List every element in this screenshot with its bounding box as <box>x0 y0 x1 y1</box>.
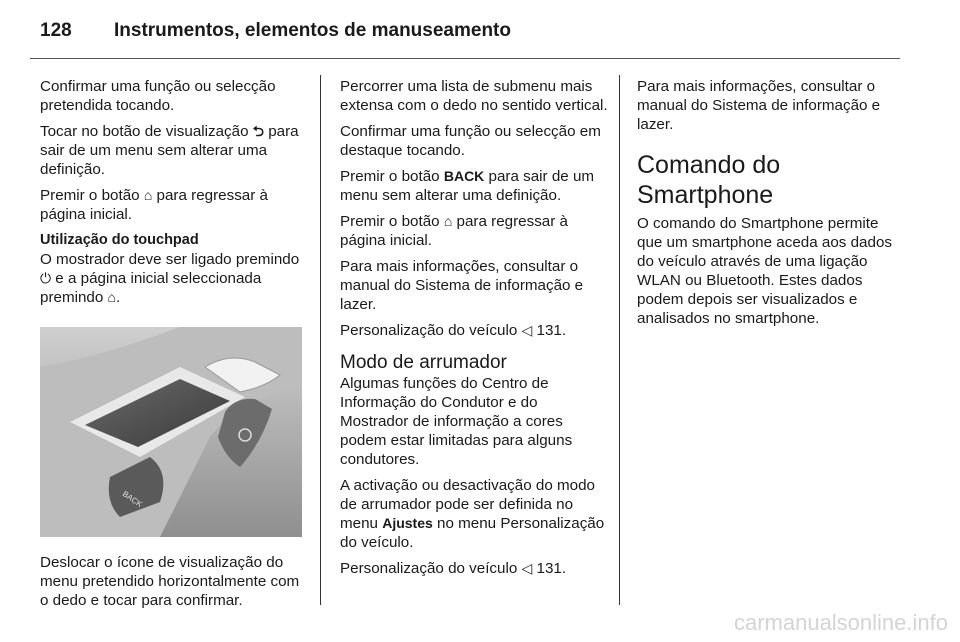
back-arrow-icon: ⮌ <box>252 123 264 139</box>
paragraph: Deslocar o ícone de visualização do menu pretendido horizontalmente com o dedo e tocar para confirmar. <box>40 554 300 609</box>
paragraph: Percorrer uma lista de submenu mais extensa com o dedo no sentido vertical. <box>340 78 608 114</box>
column-divider <box>320 75 321 605</box>
back-keyword: BACK <box>443 168 485 184</box>
touchpad-illustration <box>40 327 302 537</box>
home-icon: ⌂ <box>143 187 153 203</box>
header-rule <box>30 58 900 59</box>
paragraph: Premir o botão BACK para sair de um menu sem alterar uma definição. <box>340 168 595 204</box>
paragraph: O mostrador deve ser ligado premindo ⏻ e a página inicial seleccionada premindo ⌂. <box>40 251 300 306</box>
reference-arrow-icon: ◁ <box>521 560 533 576</box>
ajustes-keyword: Ajustes <box>382 515 433 531</box>
page-reference: Personalização do veículo ◁ 131. <box>340 322 567 339</box>
page-header <box>40 20 511 42</box>
back-label: BACK <box>120 489 144 510</box>
paragraph: Tocar no botão de visualização ⮌ para sair de um menu sem alterar uma definição. <box>40 123 299 178</box>
watermark: carmanualsonline.info <box>733 610 948 635</box>
paragraph: Confirmar uma função ou selecção em destaque tocando. <box>340 123 601 159</box>
reference-arrow-icon: ◁ <box>521 322 533 338</box>
subheading: Utilização do touchpad <box>40 232 199 248</box>
paragraph: Para mais informações, consultar o manual do Sistema de informação e lazer. <box>340 258 584 313</box>
column-2 <box>340 77 608 585</box>
paragraph: A activação ou desactivação do modo de arrumador pode ser definida no menu Ajustes no menu Personalização do veículo. <box>340 477 605 551</box>
power-icon: ⏻ <box>40 270 52 286</box>
paragraph: Premir o botão ⌂ para regressar à página inicial. <box>40 187 268 223</box>
paragraph: Para mais informações, consultar o manual do Sistema de informação e lazer. <box>637 78 881 133</box>
paragraph: O comando do Smartphone permite que um smartphone aceda aos dados do veículo através de uma ligação WLAN ou Bluetooth. Estes dados podem depois ser visualizados e analisados no smartphone. <box>637 215 892 327</box>
paragraph: Algumas funções do Centro de Informação do Condutor e do Mostrador de informação a cores podem estar limitadas para alguns condutores. <box>340 375 573 468</box>
page-title: Instrumentos, elementos de manuseamento <box>114 20 511 41</box>
section-heading: Comando do Smartphone <box>637 151 781 209</box>
home-icon: ⌂ <box>443 213 453 229</box>
column-1 <box>40 77 308 617</box>
paragraph: Premir o botão ⌂ para regressar à página inicial. <box>340 213 568 249</box>
page-reference: Personalização do veículo ◁ 131. <box>340 560 567 577</box>
section-heading: Modo de arrumador <box>340 352 507 373</box>
page-number: 128 <box>40 20 72 41</box>
column-divider <box>619 75 620 605</box>
paragraph: Confirmar uma função ou selecção pretendida tocando. <box>40 78 276 114</box>
home-icon: ⌂ <box>107 289 117 305</box>
column-3 <box>637 77 905 335</box>
